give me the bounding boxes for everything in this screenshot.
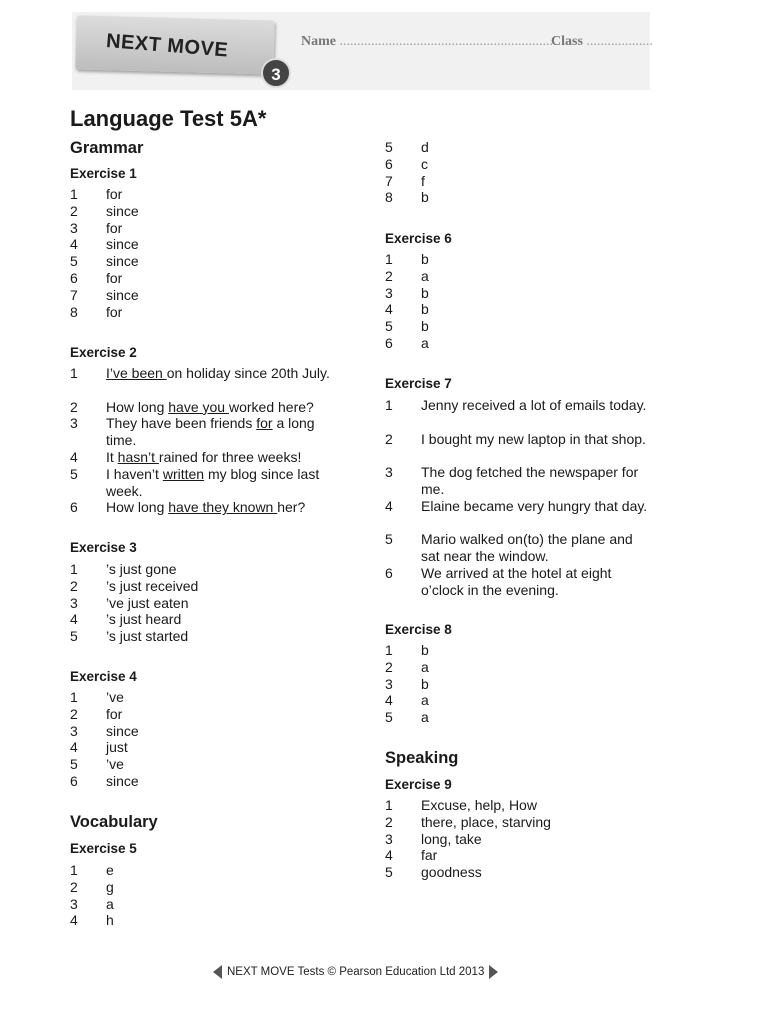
answer-number: 6 <box>70 499 78 516</box>
answer-text: ’s just started <box>106 628 189 645</box>
answer-text: for <box>106 270 123 286</box>
answer-number: 7 <box>385 172 393 189</box>
answer-number: 5 <box>70 465 78 482</box>
answer-number: 5 <box>385 531 393 548</box>
answer-underlined-text: written <box>162 465 205 482</box>
answer-text: ’ve just eaten <box>106 594 189 611</box>
answer-text: g <box>106 878 114 895</box>
answer-text: there, place, starving <box>421 813 551 830</box>
exercise-9-heading: Exercise 9 <box>385 777 452 792</box>
exercise-3-heading: Exercise 3 <box>70 540 137 555</box>
answer-underlined-text: for <box>256 415 273 432</box>
next-arrow-icon <box>489 965 498 979</box>
answer-text-pre: I haven’t <box>106 465 163 482</box>
answer-text <box>106 449 338 466</box>
answer-text: a <box>421 658 429 675</box>
answer-number: 3 <box>385 675 393 692</box>
answer-text: c <box>421 155 428 172</box>
previous-arrow-icon <box>213 965 222 979</box>
answer-text: since <box>106 773 139 789</box>
answer-number: 8 <box>385 189 393 206</box>
answer-text: a <box>106 895 114 912</box>
answer-number: 4 <box>385 692 393 709</box>
answer-underlined-text: hasn’t <box>117 449 159 465</box>
answer-number: 2 <box>385 267 393 284</box>
answer-number: 6 <box>70 270 78 286</box>
answer-number: 1 <box>70 186 78 202</box>
exercise-8-heading: Exercise 8 <box>385 622 452 637</box>
answer-number: 4 <box>70 236 78 253</box>
answer-text: b <box>421 189 429 206</box>
answer-number: 4 <box>70 739 78 756</box>
answer-number: 2 <box>70 705 78 722</box>
name-dots: .............................................................. <box>339 34 557 49</box>
answer-number: 6 <box>385 155 393 172</box>
answer-number: 4 <box>70 611 78 628</box>
answer-number: 3 <box>70 594 78 611</box>
page-title: Language Test 5A* <box>70 106 267 131</box>
answer-text: ’ve <box>106 689 124 705</box>
class-dots: ................... <box>586 34 653 49</box>
answer-text: h <box>106 912 114 929</box>
answer-number: 4 <box>70 912 78 929</box>
answer-text-rest: rained for three weeks! <box>158 449 302 465</box>
answer-text: for <box>106 303 123 320</box>
answer-number: 1 <box>70 862 78 878</box>
answer-text: far <box>421 847 438 864</box>
answer-number: 1 <box>385 251 393 267</box>
answer-text: e <box>106 862 114 878</box>
answer-text: since <box>106 236 139 253</box>
answer-text: goodness <box>421 864 482 881</box>
answer-number: 1 <box>70 689 78 705</box>
footer <box>213 963 498 981</box>
class-field <box>551 34 653 50</box>
answer-text: for <box>106 705 123 722</box>
next-move-logo <box>75 15 274 74</box>
answer-text: ’s just heard <box>106 611 182 628</box>
answer-text: ’s just received <box>106 577 199 594</box>
answer-text: a <box>421 335 429 351</box>
answer-text: a <box>421 709 429 726</box>
answer-text: Mario walked on(to) the plane and sat near the window. <box>421 531 633 565</box>
answer-text <box>106 415 338 449</box>
answer-text <box>106 499 338 516</box>
answer-number: 1 <box>70 561 78 577</box>
answer-text: f <box>421 172 425 189</box>
footer-text: NEXT MOVE Tests © Pearson Education Ltd 2013 <box>227 966 485 978</box>
answer-text: for <box>106 186 123 202</box>
speaking-heading: Speaking <box>385 749 459 767</box>
answer-number: 2 <box>385 430 393 447</box>
answer-text: The dog fetched the newspaper for me. <box>421 464 639 497</box>
name-field <box>301 34 557 50</box>
answer-text: a <box>421 267 429 284</box>
answer-text: b <box>421 251 429 267</box>
answer-text: Elaine became very hungry that day. <box>421 497 648 514</box>
answer-text: since <box>106 722 139 739</box>
answer-number: 3 <box>385 464 393 481</box>
answer-number: 5 <box>385 318 393 335</box>
answer-number: 1 <box>385 642 393 658</box>
exercise-4-heading: Exercise 4 <box>70 669 137 684</box>
answer-text-pre: They have been friends <box>106 415 257 432</box>
vocabulary-heading: Vocabulary <box>70 813 158 831</box>
answer-text: ’s just gone <box>106 561 177 577</box>
answer-number: 3 <box>385 830 393 847</box>
answer-text: b <box>421 284 429 301</box>
answer-number: 6 <box>70 773 78 789</box>
answer-text: ’ve <box>106 756 124 773</box>
answer-text: long, take <box>421 830 482 847</box>
answer-number: 5 <box>70 756 78 773</box>
name-label: Name <box>301 34 336 49</box>
answer-number: 5 <box>385 709 393 726</box>
answer-number: 1 <box>70 365 78 381</box>
exercise-5-heading: Exercise 5 <box>70 841 137 856</box>
answer-text-rest: worked here? <box>228 398 314 415</box>
answer-text-pre: How long <box>106 398 169 415</box>
answer-number: 2 <box>70 577 78 594</box>
answer-number: 3 <box>70 415 78 432</box>
answer-text-rest: a long time. <box>106 415 315 449</box>
answer-text: b <box>421 642 429 658</box>
answer-number: 3 <box>385 284 393 301</box>
answer-text-rest: her? <box>277 499 306 516</box>
answer-number: 1 <box>385 397 393 413</box>
answer-text <box>106 466 338 500</box>
answer-number: 1 <box>385 797 393 813</box>
exercise-2-heading: Exercise 2 <box>70 345 137 360</box>
answer-text: I bought my new laptop in that shop. <box>421 430 646 447</box>
answer-underlined-text: have you <box>168 398 229 415</box>
answer-underlined-text: have they known <box>168 499 278 516</box>
answer-number: 4 <box>385 301 393 318</box>
logo-text: NEXT MOVE <box>105 30 229 62</box>
answer-text: since <box>106 253 139 270</box>
answer-number: 6 <box>385 335 393 351</box>
answer-text: since <box>106 286 139 303</box>
answer-number: 7 <box>70 286 78 303</box>
answer-text-rest: on holiday since 20th July. <box>166 365 330 381</box>
answer-number: 2 <box>70 202 78 219</box>
answer-text: just <box>106 739 128 756</box>
answer-number: 2 <box>385 813 393 830</box>
answer-text: b <box>421 675 429 692</box>
answer-text-pre: How long <box>106 499 169 516</box>
answer-number: 2 <box>385 658 393 675</box>
answer-text <box>106 399 338 416</box>
answer-number: 2 <box>70 878 78 895</box>
answer-number: 4 <box>385 497 393 514</box>
answer-number: 3 <box>70 219 78 236</box>
answer-text <box>106 365 338 382</box>
answer-text: since <box>106 202 139 219</box>
answer-number: 2 <box>70 398 78 415</box>
answer-number: 4 <box>385 847 393 864</box>
answer-text: a <box>421 692 429 709</box>
class-label: Class <box>551 34 583 49</box>
answer-text: Excuse, help, How <box>421 797 537 813</box>
answer-number: 4 <box>70 449 78 465</box>
answer-text: b <box>421 318 429 335</box>
answer-text: b <box>421 301 429 318</box>
answer-text: d <box>421 139 429 155</box>
answer-text: Jenny received a lot of emails today. <box>421 397 647 413</box>
answer-number: 5 <box>70 253 78 270</box>
exercise-7-heading: Exercise 7 <box>385 376 452 391</box>
answer-number: 5 <box>385 864 393 881</box>
answer-number: 5 <box>70 628 78 645</box>
answer-underlined-text: I’ve been <box>106 365 167 381</box>
answer-text: We arrived at the hotel at eight o’clock in the evening. <box>421 565 612 598</box>
answer-number: 6 <box>385 565 393 581</box>
answer-text: for <box>106 219 123 236</box>
exercise-6-heading: Exercise 6 <box>385 231 452 246</box>
answer-text-pre: It <box>106 449 118 465</box>
logo-level-badge: 3 <box>261 58 291 88</box>
exercise-1-heading: Exercise 1 <box>70 166 137 181</box>
answer-number: 8 <box>70 303 78 320</box>
answer-number: 5 <box>385 139 393 155</box>
answer-number: 3 <box>70 722 78 739</box>
grammar-heading: Grammar <box>70 139 144 157</box>
answer-number: 3 <box>70 895 78 912</box>
answer-text-rest: my blog since last week. <box>106 465 320 499</box>
